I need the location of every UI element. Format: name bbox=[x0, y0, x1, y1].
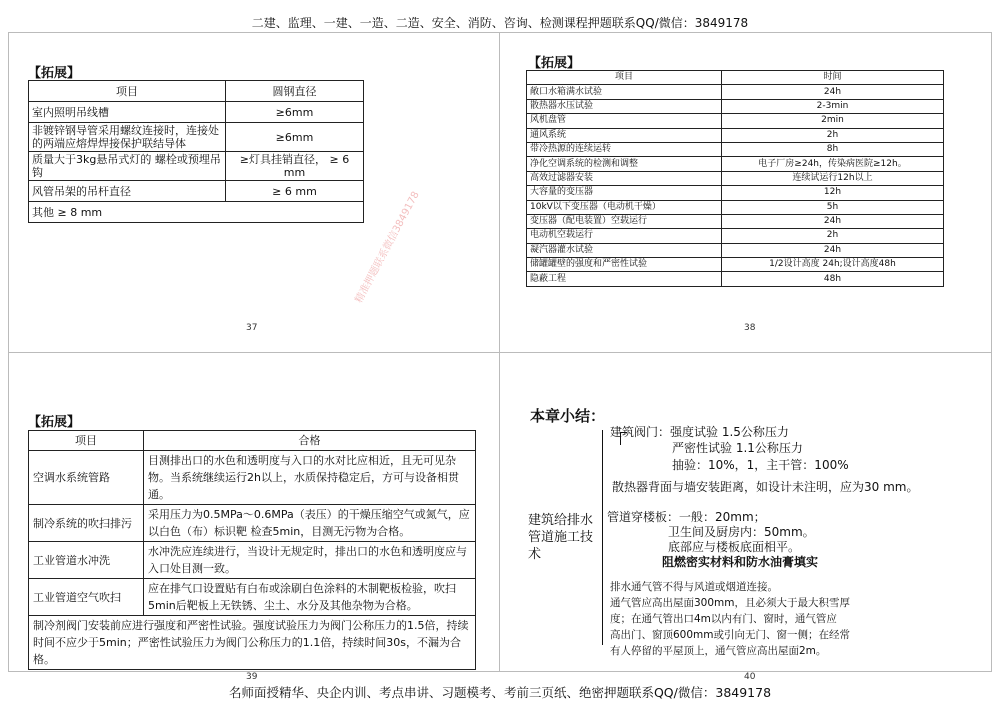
header-cell: 时间 bbox=[722, 71, 944, 85]
cell: 通风系统 bbox=[527, 128, 722, 142]
cell: 敞口水箱满水试验 bbox=[527, 85, 722, 99]
page-header: 二建、监理、一建、一造、二造、安全、消防、咨询、检测课程押题联系QQ/微信：3849178 bbox=[251, 16, 749, 30]
cell: ≥灯具挂销直径， ≥ 6 mm bbox=[226, 152, 364, 181]
table-row bbox=[527, 200, 944, 214]
cell: 空调水系统管路 bbox=[29, 451, 144, 505]
table-header-row bbox=[527, 71, 944, 85]
cell: 质量大于3kg悬吊式灯的 螺栓或预埋吊钩 bbox=[29, 152, 226, 181]
cell: 凝汽器灌水试验 bbox=[527, 243, 722, 257]
cell: ≥6mm bbox=[226, 123, 364, 152]
cell: 12h bbox=[722, 186, 944, 200]
cell: 非镀锌钢导管采用螺纹连接时，连接处的两端应熔焊焊接保护联结导体 bbox=[29, 123, 226, 152]
table-row bbox=[527, 229, 944, 243]
table-header-row bbox=[29, 81, 364, 102]
cell: 电动机空载运行 bbox=[527, 229, 722, 243]
page-number-39: 39 bbox=[246, 672, 258, 682]
summary-root: 建筑给排水管道施工技术 bbox=[528, 513, 594, 562]
table-row bbox=[29, 616, 476, 670]
vent-line-5: 有人停留的平屋顶上，通气管应高出屋面2m。 bbox=[610, 645, 827, 657]
header-cell: 合格 bbox=[144, 431, 476, 451]
cell: 变压器（配电装置）空载运行 bbox=[527, 214, 722, 228]
cell: 目测排出口的水色和透明度与入口的水对比应相近，且无可见杂物。当系统继续运行2h以上，水质保持稳定后，方可与设备相贯通。 bbox=[144, 451, 476, 505]
table-row bbox=[527, 157, 944, 171]
table-row bbox=[29, 202, 364, 223]
cell: 24h bbox=[722, 85, 944, 99]
cell: 5h bbox=[722, 200, 944, 214]
table-row bbox=[527, 272, 944, 286]
table-row bbox=[527, 85, 944, 99]
cell: 高效过滤器安装 bbox=[527, 171, 722, 185]
horizontal-divider bbox=[8, 352, 992, 353]
cell: 制冷剂阀门安装前应进行强度和严密性试验。强度试验压力为阀门公称压力的1.5倍，持续时间不应少于5min；严密性试验压力为阀门公称压力的1.1倍，持续时间30s，不漏为合格。 bbox=[29, 616, 476, 670]
table-row bbox=[29, 123, 364, 152]
cell: 48h bbox=[722, 272, 944, 286]
sleeve-line-2: 卫生间及厨房内：50mm。 bbox=[668, 525, 815, 539]
cell: 散热器水压试验 bbox=[527, 99, 722, 113]
p38-table bbox=[526, 70, 944, 287]
page-number-40: 40 bbox=[744, 672, 756, 682]
cell: 水冲洗应连续进行，当设计无规定时，排出口的水色和透明度应与入口处目测一致。 bbox=[144, 542, 476, 579]
vent-line-4: 高出门、窗顶600mm或引向无门、窗一侧；在经常 bbox=[610, 629, 850, 641]
cell: 工业管道水冲洗 bbox=[29, 542, 144, 579]
header-cell: 项目 bbox=[29, 431, 144, 451]
cell: 大容量的变压器 bbox=[527, 186, 722, 200]
cell: 2h bbox=[722, 229, 944, 243]
vent-line-2: 通气管应高出屋面300mm，且必须大于最大积雪厚 bbox=[610, 597, 850, 609]
cell: 隐蔽工程 bbox=[527, 272, 722, 286]
summary-title: 本章小结： bbox=[530, 407, 606, 425]
page-number-37: 37 bbox=[246, 323, 258, 333]
sleeve-line-4: 阻燃密实材料和防水油膏填实 bbox=[662, 555, 819, 569]
cell: 室内照明吊线槽 bbox=[29, 102, 226, 123]
cell: 工业管道空气吹扫 bbox=[29, 579, 144, 616]
sleeve-line-1: 管道穿楼板：一般：20mm； bbox=[607, 510, 766, 524]
p37-table bbox=[28, 80, 364, 223]
cell: 其他 ≥ 8 mm bbox=[29, 202, 364, 223]
table-row bbox=[29, 542, 476, 579]
cell: 连续试运行12h以上 bbox=[722, 171, 944, 185]
valve-line-2: 严密性试验 1.1公称压力 bbox=[672, 441, 803, 455]
p37-tag: 【拓展】 bbox=[28, 66, 81, 81]
table-row bbox=[527, 171, 944, 185]
vent-line-3: 度；在通气管出口4m以内有门、窗时，通气管应 bbox=[610, 613, 837, 625]
cell: 采用压力为0.5MPa～0.6MPa（表压）的干燥压缩空气或氮气，应以白色（布）标识靶 检查5min，目测无污物为合格。 bbox=[144, 505, 476, 542]
main-bracket bbox=[602, 430, 603, 645]
table-header-row bbox=[29, 431, 476, 451]
table-row bbox=[29, 181, 364, 202]
table-row bbox=[29, 505, 476, 542]
cell: 24h bbox=[722, 243, 944, 257]
cell: 应在排气口设置贴有白布或涂刷白色涂料的木制靶板检验，吹扫5min后靶板上无铁锈、尘土、水分及其他杂物为合格。 bbox=[144, 579, 476, 616]
header-cell: 项目 bbox=[527, 71, 722, 85]
table-row bbox=[527, 99, 944, 113]
cell: 风管吊架的吊杆直径 bbox=[29, 181, 226, 202]
radiator-line: 散热器背面与墙安装距离，如设计未注明，应为30 mm。 bbox=[612, 480, 919, 494]
vent-line-1: 排水通气管不得与风道或烟道连接。 bbox=[610, 581, 778, 593]
header-cell: 圆钢直径 bbox=[226, 81, 364, 102]
cell: 电子厂房≥24h，传染病医院≥12h。 bbox=[722, 157, 944, 171]
cell: 带冷热源的连续运转 bbox=[527, 142, 722, 156]
cell: 制冷系统的吹扫排污 bbox=[29, 505, 144, 542]
cell: 储罐罐壁的强度和严密性试验 bbox=[527, 258, 722, 272]
table-row bbox=[29, 451, 476, 505]
table-row bbox=[527, 128, 944, 142]
table-row bbox=[527, 258, 944, 272]
cell: 24h bbox=[722, 214, 944, 228]
table-row bbox=[29, 579, 476, 616]
table-row bbox=[29, 152, 364, 181]
cell: 1/2设计高度 24h;设计高度48h bbox=[722, 258, 944, 272]
valve-line-1: 建筑阀门：强度试验 1.5公称压力 bbox=[610, 425, 789, 439]
p39-table bbox=[28, 430, 476, 670]
p38-tag: 【拓展】 bbox=[528, 56, 581, 71]
valve-line-3: 抽验：10%，1，主干管：100% bbox=[672, 458, 849, 472]
cell: 风机盘管 bbox=[527, 114, 722, 128]
cell: 2-3min bbox=[722, 99, 944, 113]
cell: ≥ 6 mm bbox=[226, 181, 364, 202]
page-number-38: 38 bbox=[744, 323, 756, 333]
cell: ≥6mm bbox=[226, 102, 364, 123]
table-row bbox=[29, 102, 364, 123]
table-row bbox=[527, 214, 944, 228]
sleeve-line-3: 底部应与楼板底面相平。 bbox=[668, 540, 801, 554]
p39-tag: 【拓展】 bbox=[28, 415, 81, 430]
page-footer: 名师面授精华、央企内训、考点串讲、习题模考、考前三页纸、绝密押题联系QQ/微信：3849178 bbox=[228, 685, 772, 700]
watermark-text: 精准押题联系微信3849178 bbox=[353, 189, 422, 306]
table-row bbox=[527, 186, 944, 200]
table-row bbox=[527, 142, 944, 156]
cell: 净化空调系统的检测和调整 bbox=[527, 157, 722, 171]
cell: 2min bbox=[722, 114, 944, 128]
table-row bbox=[527, 243, 944, 257]
cell: 8h bbox=[722, 142, 944, 156]
cell: 10kV以下变压器（电动机干燥） bbox=[527, 200, 722, 214]
cell: 2h bbox=[722, 128, 944, 142]
header-cell: 项目 bbox=[29, 81, 226, 102]
table-row bbox=[527, 114, 944, 128]
